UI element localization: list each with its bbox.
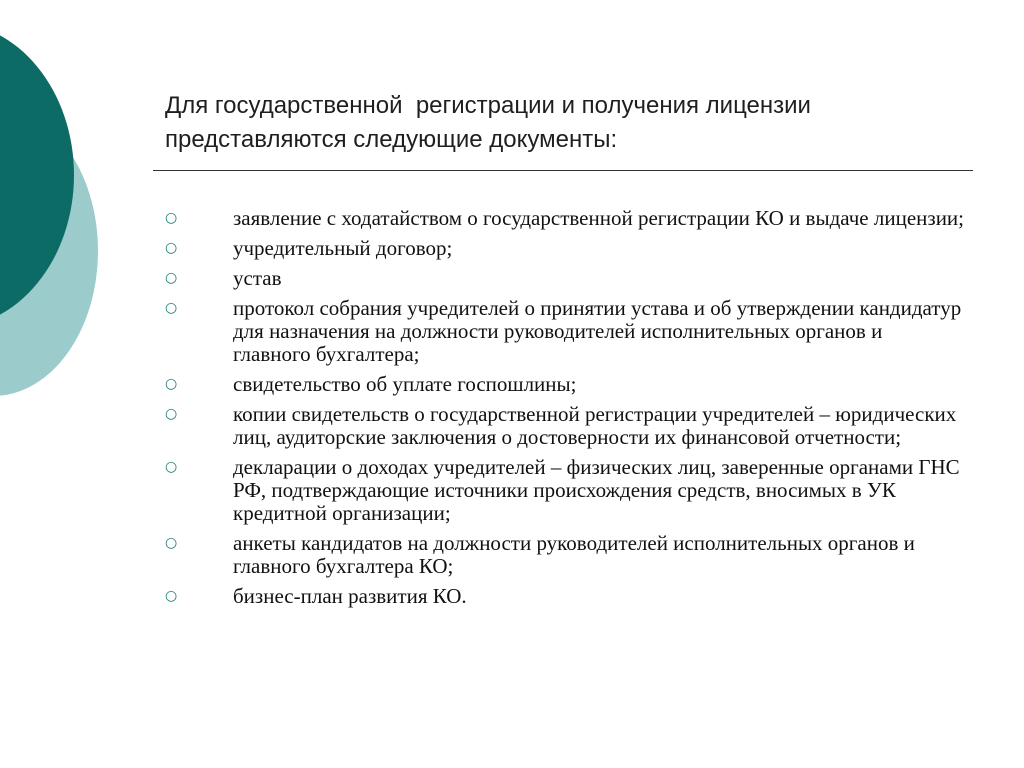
list-item-text: учредительный договор; xyxy=(233,236,453,260)
list-item-text: копии свидетельств о государственной регистрации учредителей – юридических лиц, аудиторские заключения о достоверности их финансовой отчетности; xyxy=(233,402,957,449)
list-item-text: заявление с ходатайством о государственной регистрации КО и выдаче лицензии; xyxy=(233,206,965,230)
bullet-circle-icon: ○ xyxy=(165,588,178,604)
list-item xyxy=(165,373,965,396)
bullet-circle-icon: ○ xyxy=(165,240,178,256)
list-item-text: декларации о доходах учредителей – физических лиц, заверенные органами ГНС РФ, подтверждающие источники происхождения средств, вносимых в УК кредитной организации; xyxy=(233,455,960,525)
list-item-text: свидетельство об уплате госпошлины; xyxy=(233,372,577,396)
list-item xyxy=(165,456,965,525)
list-item-text: устав xyxy=(233,266,282,290)
list-item-text: анкеты кандидатов на должности руководителей исполнительных органов и главного бухгалтера КО; xyxy=(233,531,915,578)
list-item-text: бизнес-план развития КО. xyxy=(233,584,467,608)
list-item xyxy=(165,207,965,230)
list-item xyxy=(165,297,965,366)
bullet-circle-icon: ○ xyxy=(165,300,178,316)
bullet-circle-icon: ○ xyxy=(165,459,178,475)
bullet-circle-icon: ○ xyxy=(165,210,178,226)
bullet-circle-icon: ○ xyxy=(165,376,178,392)
document-list xyxy=(165,207,965,615)
bullet-circle-icon: ○ xyxy=(165,406,178,422)
bullet-circle-icon: ○ xyxy=(165,270,178,286)
title-divider xyxy=(153,170,973,171)
slide-title: Для государственной регистрации и получения лицензии представляются следующие документы: xyxy=(165,92,811,153)
list-item xyxy=(165,237,965,260)
list-item xyxy=(165,585,965,608)
list-item xyxy=(165,532,965,578)
list-item xyxy=(165,267,965,290)
bullet-circle-icon: ○ xyxy=(165,535,178,551)
list-item-text: протокол собрания учредителей о принятии устава и об утверждении кандидатур для назначения на должности руководителей исполнительных органов и главного бухгалтера; xyxy=(233,296,962,366)
list-item xyxy=(165,403,965,449)
